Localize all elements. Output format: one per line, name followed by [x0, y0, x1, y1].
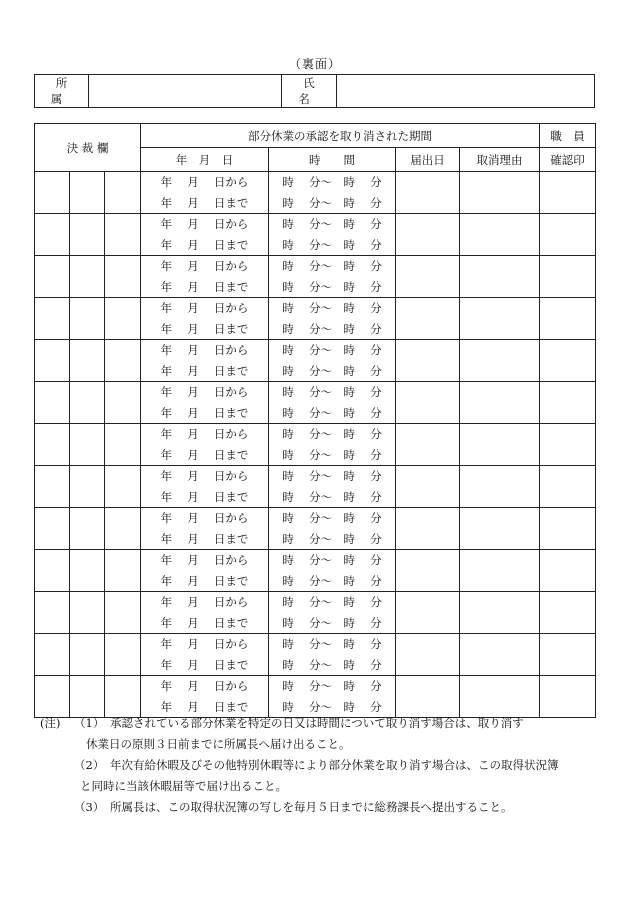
time-from-to: 時 分～ 時 分 [282, 175, 382, 189]
date-to: 年 月 日まで [160, 363, 249, 378]
note-number: （1） [74, 716, 105, 730]
date-range-cell [141, 550, 269, 592]
date-from: 年 月 日から [160, 259, 249, 273]
note-text-continued: と同時に当該休暇届等で届け出ること。 [80, 779, 287, 793]
date-range-cell [141, 634, 269, 676]
time-from-to: 時 分～ 時 分 [282, 637, 382, 651]
approval-cell-2[interactable] [70, 172, 105, 214]
table-body [35, 172, 596, 718]
time-from-to: 時 分～ 時 分 [282, 469, 382, 483]
approval-cell-3[interactable] [105, 214, 141, 256]
approval-cell-3[interactable] [105, 172, 141, 214]
date-from: 年 月 日から [160, 679, 249, 693]
table-row [35, 466, 596, 508]
submit-date-cell[interactable] [396, 466, 460, 508]
approval-cell-1[interactable] [35, 340, 70, 382]
approval-cell-1[interactable] [35, 466, 70, 508]
table-row [35, 256, 596, 298]
time-from-to: 時 分～ 時 分 [282, 301, 382, 315]
time-from-to: 時 分～ 時 分 [282, 595, 382, 609]
time-from-to: 時 分～ 時 分 [282, 259, 382, 273]
staff-seal-cell[interactable] [540, 298, 596, 340]
reason-cell[interactable] [460, 550, 540, 592]
reason-cell[interactable] [460, 382, 540, 424]
reason-cell[interactable] [460, 256, 540, 298]
approval-cell-2[interactable] [70, 508, 105, 550]
staff-seal-cell[interactable] [540, 466, 596, 508]
approval-cell-1[interactable] [35, 172, 70, 214]
date-range-cell [141, 172, 269, 214]
reason-cell[interactable] [460, 676, 540, 718]
approval-cell-2[interactable] [70, 676, 105, 718]
staff-seal-cell[interactable] [540, 550, 596, 592]
staff-header-bottom: 確認印 [540, 148, 596, 172]
time-from-to: 時 分～ 時 分 [282, 699, 382, 714]
note-number: （2） [74, 758, 105, 772]
date-range-cell [141, 466, 269, 508]
date-to: 年 月 日まで [160, 237, 249, 252]
approval-cell-2[interactable] [70, 256, 105, 298]
time-from-to: 時 分～ 時 分 [282, 279, 382, 294]
time-range-cell [269, 676, 396, 718]
date-range-cell [141, 256, 269, 298]
note-item-1 [40, 713, 600, 734]
approval-cell-3[interactable] [105, 508, 141, 550]
note-text-continued: 休業日の原則３日前までに所属長へ届け出ること。 [86, 737, 351, 751]
date-to: 年 月 日まで [160, 615, 249, 630]
submit-date-cell[interactable] [396, 382, 460, 424]
period-header: 部分休業の承認を取り消された期間 [141, 124, 540, 148]
time-range-cell [269, 214, 396, 256]
date-from: 年 月 日から [160, 385, 249, 399]
staff-header-top: 職 員 [540, 124, 596, 148]
time-from-to: 時 分～ 時 分 [282, 511, 382, 525]
staff-seal-cell[interactable] [540, 172, 596, 214]
staff-seal-cell[interactable] [540, 676, 596, 718]
time-from-to: 時 分～ 時 分 [282, 447, 382, 462]
date-to: 年 月 日まで [160, 531, 249, 546]
approval-cell-3[interactable] [105, 382, 141, 424]
time-from-to: 時 分～ 時 分 [282, 405, 382, 420]
approval-cell-3[interactable] [105, 256, 141, 298]
date-to: 年 月 日まで [160, 699, 249, 714]
submit-date-cell[interactable] [396, 592, 460, 634]
table-row [35, 172, 596, 214]
date-to: 年 月 日まで [160, 195, 249, 210]
submit-date-cell[interactable] [396, 256, 460, 298]
time-from-to: 時 分～ 時 分 [282, 531, 382, 546]
date-from: 年 月 日から [160, 637, 249, 651]
table-row [35, 214, 596, 256]
cancellation-table [34, 123, 596, 718]
approval-cell-2[interactable] [70, 466, 105, 508]
time-range-cell [269, 550, 396, 592]
approval-cell-2[interactable] [70, 298, 105, 340]
name-field[interactable] [337, 75, 595, 108]
time-from-to: 時 分～ 時 分 [282, 427, 382, 441]
reason-cell[interactable] [460, 592, 540, 634]
date-range-cell [141, 382, 269, 424]
approval-cell-2[interactable] [70, 214, 105, 256]
date-from: 年 月 日から [160, 469, 249, 483]
approval-cell-1[interactable] [35, 256, 70, 298]
reason-cell[interactable] [460, 172, 540, 214]
time-range-cell [269, 298, 396, 340]
date-from: 年 月 日から [160, 343, 249, 357]
approval-cell-3[interactable] [105, 634, 141, 676]
approval-cell-1[interactable] [35, 424, 70, 466]
date-to: 年 月 日まで [160, 405, 249, 420]
submit-date-header: 届出日 [396, 148, 460, 172]
staff-seal-cell[interactable] [540, 340, 596, 382]
time-range-cell [269, 382, 396, 424]
time-from-to: 時 分～ 時 分 [282, 553, 382, 567]
reason-cell[interactable] [460, 340, 540, 382]
submit-date-cell[interactable] [396, 676, 460, 718]
submit-date-cell[interactable] [396, 340, 460, 382]
time-range-cell [269, 256, 396, 298]
reason-cell[interactable] [460, 508, 540, 550]
affiliation-field[interactable] [89, 75, 282, 108]
note-item-3 [40, 797, 600, 818]
date-from: 年 月 日から [160, 595, 249, 609]
time-from-to: 時 分～ 時 分 [282, 385, 382, 399]
approval-cell-3[interactable] [105, 676, 141, 718]
submit-date-cell[interactable] [396, 634, 460, 676]
date-header: 年 月 日 [141, 148, 269, 172]
approval-cell-1[interactable] [35, 508, 70, 550]
approval-cell-1[interactable] [35, 214, 70, 256]
time-from-to: 時 分～ 時 分 [282, 679, 382, 693]
approval-cell-1[interactable] [35, 550, 70, 592]
date-from: 年 月 日から [160, 553, 249, 567]
date-from: 年 月 日から [160, 511, 249, 525]
table-row [35, 340, 596, 382]
approval-cell-2[interactable] [70, 592, 105, 634]
approval-cell-3[interactable] [105, 466, 141, 508]
approval-cell-2[interactable] [70, 424, 105, 466]
time-from-to: 時 分～ 時 分 [282, 573, 382, 588]
note-text: 承認されている部分休業を特定の日又は時間について取り消す場合は、取り消す [110, 716, 524, 730]
submit-date-cell[interactable] [396, 298, 460, 340]
submit-date-cell[interactable] [396, 508, 460, 550]
approval-cell-1[interactable] [35, 634, 70, 676]
submit-date-cell[interactable] [396, 424, 460, 466]
note-text: 所属長は、この取得状況簿の写しを毎月５日までに総務課長へ提出すること。 [110, 800, 513, 814]
staff-seal-cell[interactable] [540, 382, 596, 424]
time-from-to: 時 分～ 時 分 [282, 363, 382, 378]
date-to: 年 月 日まで [160, 489, 249, 504]
time-range-cell [269, 424, 396, 466]
reason-header: 取消理由 [460, 148, 540, 172]
approval-cell-3[interactable] [105, 424, 141, 466]
affiliation-label: 所 属 [35, 75, 89, 108]
note-item-2 [40, 755, 600, 776]
reason-cell[interactable] [460, 466, 540, 508]
time-from-to: 時 分～ 時 分 [282, 489, 382, 504]
time-range-cell [269, 340, 396, 382]
note-text: 年次有給休暇及びその他特別休暇等により部分休業を取り消す場合は、この取得状況簿 [110, 758, 559, 772]
table-row [35, 634, 596, 676]
staff-seal-cell[interactable] [540, 256, 596, 298]
approval-column-header: 決 裁 欄 [35, 124, 141, 172]
name-label: 氏 名 [282, 75, 337, 108]
table-row [35, 382, 596, 424]
reason-cell[interactable] [460, 424, 540, 466]
date-to: 年 月 日まで [160, 657, 249, 672]
time-from-to: 時 分～ 時 分 [282, 615, 382, 630]
page-title: （裏面） [288, 57, 341, 71]
time-from-to: 時 分～ 時 分 [282, 237, 382, 252]
approval-cell-1[interactable] [35, 298, 70, 340]
staff-seal-cell[interactable] [540, 214, 596, 256]
date-range-cell [141, 298, 269, 340]
time-from-to: 時 分～ 時 分 [282, 195, 382, 210]
time-range-cell [269, 466, 396, 508]
date-range-cell [141, 676, 269, 718]
approval-cell-1[interactable] [35, 592, 70, 634]
date-range-cell [141, 508, 269, 550]
submit-date-cell[interactable] [396, 172, 460, 214]
date-to: 年 月 日まで [160, 573, 249, 588]
approval-cell-2[interactable] [70, 634, 105, 676]
approval-cell-2[interactable] [70, 340, 105, 382]
date-range-cell [141, 592, 269, 634]
date-to: 年 月 日まで [160, 447, 249, 462]
time-range-cell [269, 634, 396, 676]
time-from-to: 時 分～ 時 分 [282, 657, 382, 672]
staff-seal-cell[interactable] [540, 424, 596, 466]
notes [40, 713, 600, 818]
submit-date-cell[interactable] [396, 214, 460, 256]
note-number: （3） [74, 800, 105, 814]
reason-cell[interactable] [460, 214, 540, 256]
time-header: 時 間 [269, 148, 396, 172]
table-row [35, 592, 596, 634]
approval-cell-3[interactable] [105, 550, 141, 592]
time-from-to: 時 分～ 時 分 [282, 343, 382, 357]
time-from-to: 時 分～ 時 分 [282, 321, 382, 336]
reason-cell[interactable] [460, 634, 540, 676]
table-row [35, 550, 596, 592]
approval-cell-3[interactable] [105, 592, 141, 634]
time-range-cell [269, 592, 396, 634]
time-from-to: 時 分～ 時 分 [282, 217, 382, 231]
approval-cell-1[interactable] [35, 382, 70, 424]
approval-cell-3[interactable] [105, 298, 141, 340]
date-from: 年 月 日から [160, 217, 249, 231]
approval-cell-3[interactable] [105, 340, 141, 382]
staff-seal-cell[interactable] [540, 508, 596, 550]
staff-seal-cell[interactable] [540, 634, 596, 676]
date-range-cell [141, 214, 269, 256]
table-row [35, 676, 596, 718]
time-range-cell [269, 508, 396, 550]
date-from: 年 月 日から [160, 175, 249, 189]
date-to: 年 月 日まで [160, 279, 249, 294]
time-range-cell [269, 172, 396, 214]
date-from: 年 月 日から [160, 427, 249, 441]
header-table [34, 74, 595, 108]
approval-cell-2[interactable] [70, 382, 105, 424]
table-row [35, 508, 596, 550]
staff-seal-cell[interactable] [540, 592, 596, 634]
date-range-cell [141, 340, 269, 382]
table-row [35, 424, 596, 466]
submit-date-cell[interactable] [396, 550, 460, 592]
approval-cell-2[interactable] [70, 550, 105, 592]
note-prefix: (注) [40, 716, 61, 730]
table-row [35, 298, 596, 340]
reason-cell[interactable] [460, 298, 540, 340]
date-to: 年 月 日まで [160, 321, 249, 336]
approval-cell-1[interactable] [35, 676, 70, 718]
date-range-cell [141, 424, 269, 466]
date-from: 年 月 日から [160, 301, 249, 315]
